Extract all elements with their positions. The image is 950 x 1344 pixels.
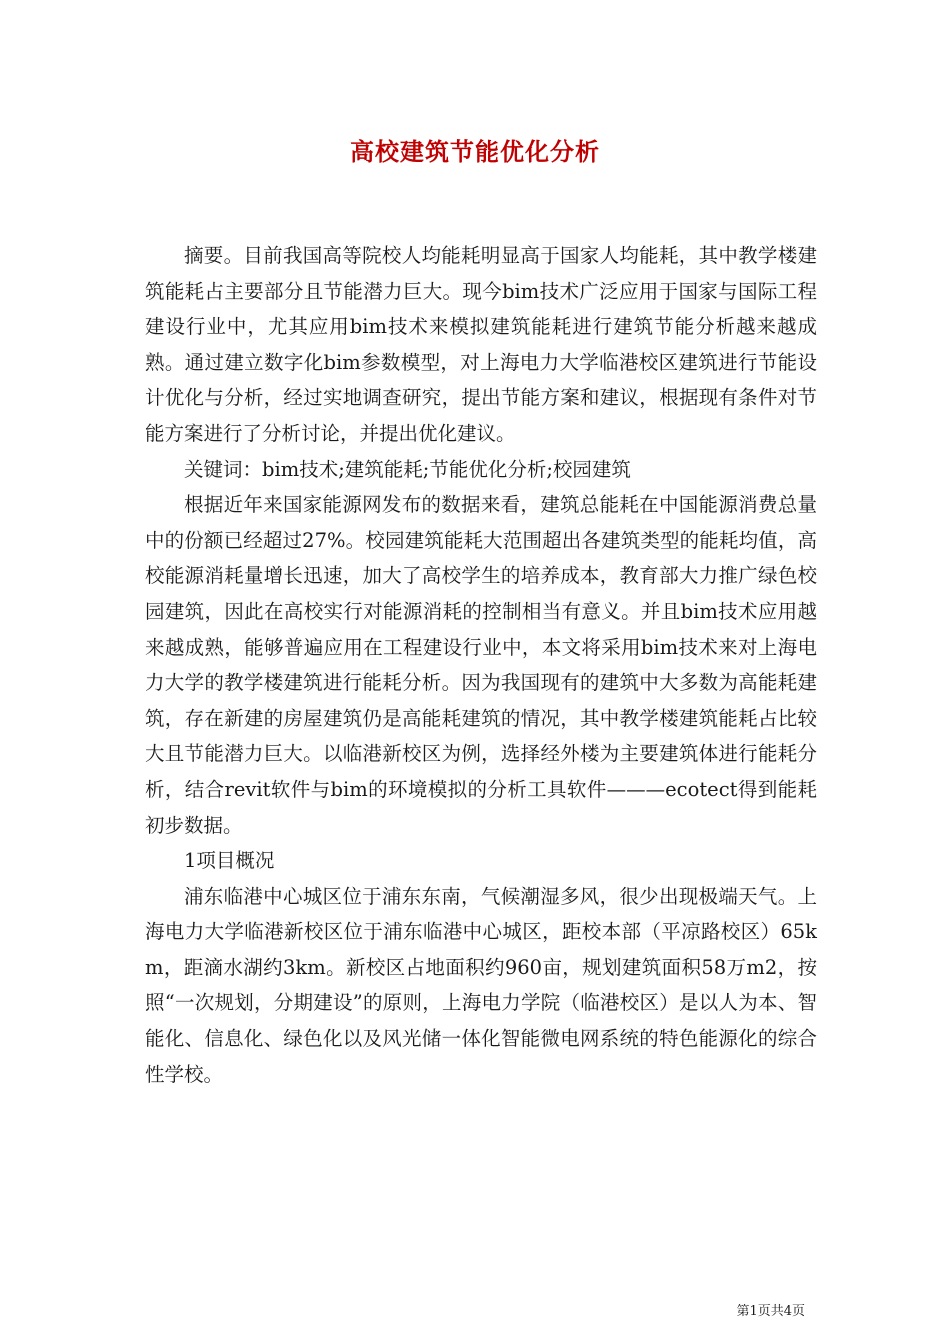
overview-paragraph: 浦东临港中心城区位于浦东东南，气候潮湿多风，很少出现极端天气。上海电力大学临港新校区位于浦东临港中心城区，距校本部（平凉路校区）65km，距滴水湖约3km。新校区占地面积约960亩，规划建筑面积58万m2，按照“一次规划，分期建设”的原则，上海电力学院（临港校区）是以人为本、智能化、信息化、绿色化以及风光储一体化智能微电网系统的特色能源化的综合性学校。	[145, 884, 817, 1086]
section-heading: 1项目概况	[184, 849, 275, 873]
page-number-footer: 第1页共4页	[736, 1304, 805, 1319]
document-body	[145, 238, 817, 1092]
document-title: 高校建筑节能优化分析	[350, 137, 600, 166]
intro-paragraph: 根据近年来国家能源网发布的数据来看，建筑总能耗在中国能源消费总量中的份额已经超过27%。校园建筑能耗大范围超出各建筑类型的能耗均值，高校能源消耗量增长迅速，加大了高校学生的培养成本，教育部大力推广绿色校园建筑，因此在高校实行对能源消耗的控制相当有意义。并且bim技术应用越来越成熟，能够普遍应用在工程建设行业中，本文将采用bim技术来对上海电力大学的教学楼建筑进行能耗分析。因为我国现有的建筑中大多数为高能耗建筑，存在新建的房屋建筑仍是高能耗建筑的情况，其中教学楼建筑能耗占比较大且节能潜力巨大。以临港新校区为例，选择经外楼为主要建筑体进行能耗分析，结合revit软件与bim的环境模拟的分析工具软件———ecotect得到能耗初步数据。	[145, 493, 817, 837]
abstract-paragraph: 摘要。目前我国高等院校人均能耗明显高于国家人均能耗，其中教学楼建筑能耗占主要部分且节能潜力巨大。现今bim技术广泛应用于国家与国际工程建设行业中，尤其应用bim技术来模拟建筑能耗进行建筑节能分析越来越成熟。通过建立数字化bim参数模型，对上海电力大学临港校区建筑进行节能设计优化与分析，经过实地调查研究，提出节能方案和建议，根据现有条件对节能方案进行了分析讨论，并提出优化建议。	[145, 244, 817, 445]
keywords-paragraph: 关键词：bim技术;建筑能耗;节能优化分析;校园建筑	[184, 457, 631, 481]
